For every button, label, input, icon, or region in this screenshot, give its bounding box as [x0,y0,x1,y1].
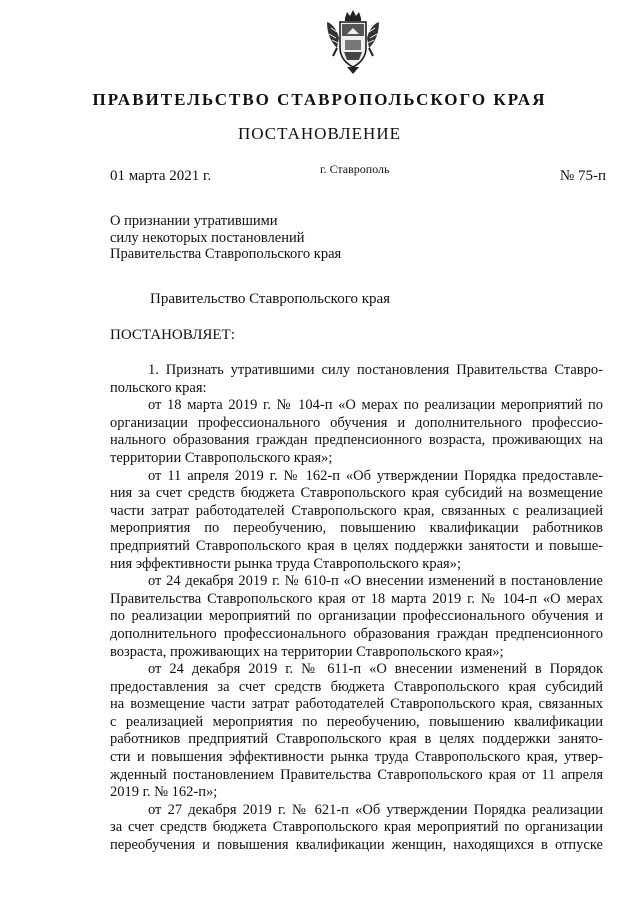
organization-title: ПРАВИТЕЛЬСТВО СТАВРОПОЛЬСКОГО КРАЯ [92,90,547,109]
issuer: Правительство Ставропольского края [150,291,391,307]
document-type: ПОСТАНОВЛЕНИЕ [237,124,401,143]
body-line: от 24 декабря 2019 г. № 611-п «О внесении изменений в Порядок [148,661,603,678]
decrees-heading: ПОСТАНОВЛЯЕТ: [110,327,235,343]
body-line: мероприятия по переобучению, повышению квалификации работников [110,520,603,537]
body-line: Правительства Ставропольского края от 18 марта 2019 г. № 104-п «О мерах [110,590,603,607]
coat-of-arms-icon [323,8,383,76]
body-line: 1. Признать утратившими силу постановления Правительства Ставро- [148,362,603,378]
document-city: г. Ставрополь [320,162,390,176]
body-line: от 11 апреля 2019 г. № 162-п «Об утверждении Порядка предоставле- [148,467,603,484]
body-line: польского края: [110,379,207,396]
subject-line: силу некоторых постановлений [110,229,305,246]
document-date: 01 марта 2021 г. [110,168,212,184]
body-line: нального образования граждан предпенсионного возраста, проживающих на [110,432,603,449]
body-line: предоставления за счет средств бюджета Ставропольского края субсидий [110,678,603,695]
body-line: на возмещение части затрат работодателей Ставропольского края, связанных [110,696,603,713]
body-line: работников предприятий Ставропольского края в целях поддержки занято- [110,731,603,748]
body-line: от 27 декабря 2019 г. № 621-п «Об утверждении Порядка реализации [148,801,603,818]
document-number: № 75-п [559,168,606,184]
body-line: по реализации мероприятий по организации профессионального обучения и [110,608,603,625]
body-line: с реализацией мероприятия по переобучению, повышению квалификации [110,713,603,730]
body-line: организации профессионального обучения и дополнительного профессио- [110,414,603,431]
body-line: дополнительного профессионального образования граждан предпенсионного [110,625,603,642]
body-line: сти и повышения эффективности рынка труда Ставропольского края, утвер- [110,749,603,766]
body-line: переобучения и повышения квалификации женщин, находящихся в отпуске [110,837,603,854]
subject-line: Правительства Ставропольского края [110,246,342,262]
body-line: от 18 марта 2019 г. № 104-п «О мерах по реализации мероприятий по [148,397,603,414]
document-body [110,362,603,855]
body-line: жденный постановлением Правительства Ставропольского края от 11 апреля [110,766,603,783]
body-line: за счет средств бюджета Ставропольского края мероприятий по организации [110,819,603,836]
body-line: от 24 декабря 2019 г. № 610-п «О внесении изменений в постановление [148,573,603,590]
body-line: 2019 г. № 162-п»; [110,784,218,801]
subject-line: О признании утратившими [110,213,278,229]
body-line: предприятий Ставропольского края в целях поддержки занятости и повыше- [110,537,603,554]
body-line: ния за счет средств бюджета Ставропольского края субсидий на возмещение [110,485,603,502]
body-line: ния эффективности рынка труда Ставропольского края»; [110,555,461,572]
body-line: возраста, проживающих на территории Ставропольского края»; [110,643,504,660]
body-line: территории Ставропольского края»; [110,449,333,466]
body-line: части затрат работодателей Ставропольского края, связанных с реализацией [110,502,603,519]
document-subject [110,213,341,263]
